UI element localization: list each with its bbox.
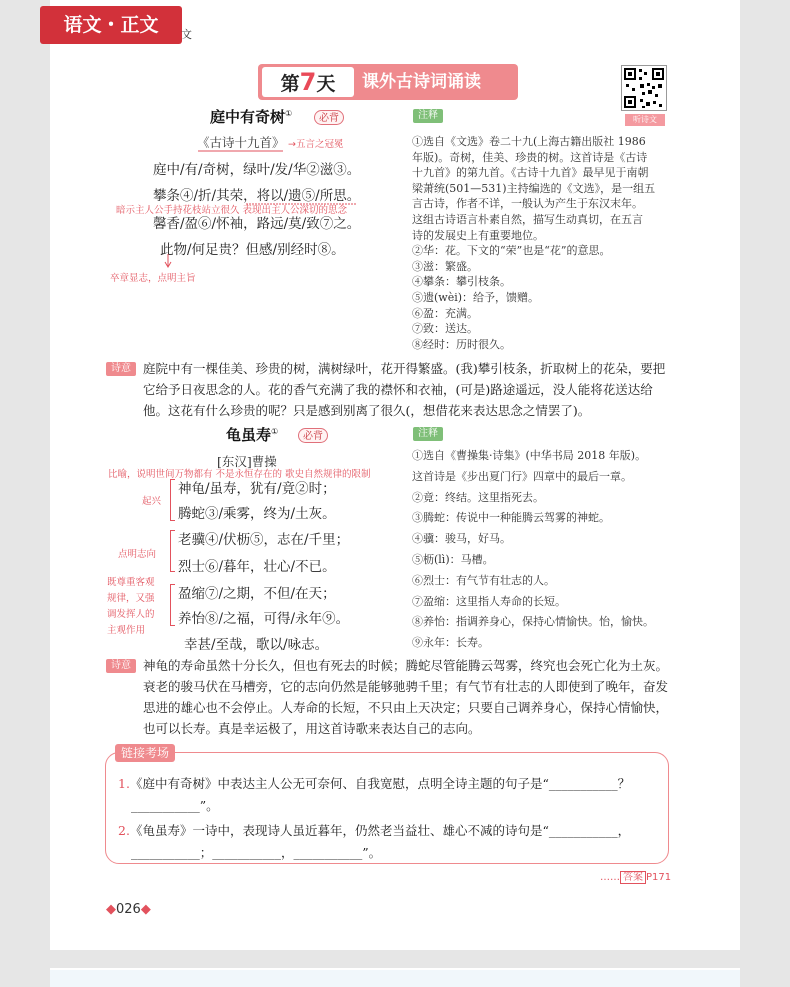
banner-topic: 课外古诗词诵读 <box>362 72 481 92</box>
poem2-line: 养怡⑧/之福，可得/永年⑨。 <box>178 611 350 627</box>
poem1-line: 此物/何足贵？但感/别经时⑧。 <box>160 242 345 258</box>
note-line: ③滋：繁盛。 <box>412 259 478 273</box>
poem1-title: 庭中有奇树① <box>210 108 293 126</box>
poem2-side-note: 起兴 <box>142 496 162 507</box>
exam-title: 链接考场 <box>115 744 175 762</box>
poem1-meaning-label: 诗意 <box>106 362 136 376</box>
poem2-side-note: 点明志向 <box>118 549 157 560</box>
poem1-line: 庭中/有/奇树，绿叶/发/华②滋③。 <box>153 162 361 178</box>
day-number: 7 <box>299 68 317 96</box>
exam-question-2-cont: ___________；___________，___________”。 <box>131 845 382 860</box>
note-line: 言古诗，作者不详，一般认为产生于东汉末年。 <box>412 197 643 211</box>
poem1-bottom-note: 卒章显志，点明主旨 <box>110 273 196 284</box>
page-number: ◆026◆ <box>106 902 151 917</box>
day-label: 第7天 <box>262 67 354 97</box>
poem1-line: 攀条④/折/其荣，将以/遗⑤/所思。 <box>153 188 361 204</box>
exam-question-1: 1.《庭中有奇树》中表达主人公无可奈何、自我宽慰，点明全诗主题的句子是“___________？ <box>118 776 631 791</box>
poem2-side-note: 既尊重客观 <box>107 577 155 588</box>
exam-question-2: 2.《龟虽寿》一诗中，表现诗人虽近暮年，仍然老当益壮、雄心不减的诗句是“___________， <box>118 823 631 838</box>
poem2-line: 烈士⑥/暮年，壮心/不已。 <box>178 559 336 575</box>
poem2-line: 幸甚/至哉，歌以/咏志。 <box>184 637 329 653</box>
note-line: 年版)。奇树，佳美、珍贵的树。这首诗是《古诗 <box>412 150 648 164</box>
note-line: 梁萧统(501—531)主持编选的《文选》，是一组五 <box>412 181 656 195</box>
note-line: ⑥烈士：有气节有壮志的人。 <box>412 573 555 587</box>
qr-label: 听诗文 <box>625 114 665 126</box>
note-line: ①选自《曹操集·诗集》(中华书局 2018 年版)。 <box>412 449 647 462</box>
note-line: ②华：花。下文的“荣”也是“花”的意思。 <box>412 244 611 258</box>
poem2-must-badge: 必背 <box>298 428 328 443</box>
poem1-notes-label: 注释 <box>413 109 443 123</box>
note-line: ⑥盈：充满。 <box>412 306 478 320</box>
note-line: ①选自《文选》卷二十九(上海古籍出版社 1986 <box>412 135 646 148</box>
poem1-meaning: 庭院中有一棵佳美、珍贵的树，满树绿叶，花开得繁盛。(我)攀引枝条，折取树上的花朵，要把它给予日夜思念的人。花的香气充满了我的襟怀和衣袖，(可是)路途遥远，没人能将花送达给他。这花有什么珍贵的呢？只是感到别离了很久(，想借花来表达思念之情罢了)。 <box>143 361 666 418</box>
section-tag-tail: 文 <box>181 28 192 41</box>
poem1-source: 《古诗十九首》 <box>197 135 285 150</box>
poem2-top-note: 比喻，说明世间万物都有 不是永恒存在的 歌史自然规律的限制 <box>108 469 371 480</box>
answer-reference[interactable]: …… 答案 P171 <box>600 872 672 883</box>
note-line: ③腾蛇：传说中一种能腾云驾雾的神蛇。 <box>412 511 610 525</box>
note-line: ⑦盈缩：这里指人寿命的长短。 <box>412 594 566 608</box>
poem1-must-badge: 必背 <box>314 110 344 125</box>
poem2-meaning: 神龟的寿命虽然十分长久，但也有死去的时候；腾蛇尽管能腾云驾雾，终究也会死亡化为土灰。衰老的骏马伏在马槽旁，它的志向仍然是能够驰骋千里；有气节有壮志的人即使到了晚年，奋发思进的雄心也不会停止。人寿命的长短，不只由上天决定；只要自己调养身心，保持心情愉快，也可以长寿。真是幸运极了，用这首诗歌来表达自己的志向。 <box>143 658 669 736</box>
poem1-source-note: →五言之冠冕 <box>288 139 344 150</box>
poem2-title: 龟虽寿① <box>226 426 279 444</box>
poem2-line: 神龟/虽寿，犹有/竟②时； <box>178 481 336 497</box>
poem1-side-note: 暗示主人公手持花枝站立很久 表现出主人公深切的思念 <box>116 205 348 216</box>
poem2-meaning-label: 诗意 <box>106 659 136 673</box>
note-line: ⑤遗(wèi)：给予，馈赠。 <box>412 291 540 304</box>
note-line: 这组古诗语言朴素自然，描写生动真切，在五言 <box>412 213 643 226</box>
poem2-side-note: 调发挥人的 <box>107 609 155 620</box>
note-line: ⑧养怡：指调养身心，保持心情愉快。怡，愉快。 <box>412 615 654 629</box>
poem2-line: 老骥④/伏枥⑤，志在/千里； <box>178 532 350 548</box>
poem2-side-note: 规律，又强 <box>107 593 155 604</box>
poem2-line: 腾蛇③/乘雾，终为/土灰。 <box>178 506 336 522</box>
note-line: ⑤枥(lì)：马槽。 <box>412 553 494 566</box>
note-line: 诗的发展史上有重要地位。 <box>412 228 544 242</box>
poem2-line: 盈缩⑦/之期，不但/在天； <box>178 586 336 602</box>
note-line: 十九首》的第九首。《古诗十九首》最早见于南朝 <box>412 166 649 180</box>
note-line: ⑨永年：长寿。 <box>412 636 489 650</box>
note-line: ④攀条：攀引枝条。 <box>412 275 511 289</box>
exam-question-1-cont: ___________”。 <box>131 798 219 813</box>
poem2-side-note: 主观作用 <box>107 625 146 636</box>
note-line: ②竟：终结。这里指死去。 <box>412 490 544 504</box>
poem2-source: [东汉]曹操 <box>217 454 277 469</box>
note-line: ④骥：骏马，好马。 <box>412 532 511 546</box>
poem1-line: 馨香/盈⑥/怀袖，路远/莫/致⑦之。 <box>153 216 361 232</box>
poem2-notes-label: 注释 <box>413 427 443 441</box>
section-tag: 语文・正文 <box>40 6 182 44</box>
note-line: 这首诗是《步出夏门行》四章中的最后一章。 <box>412 469 632 483</box>
note-line: ⑦致：送达。 <box>412 322 478 336</box>
note-line: ⑧经时：历时很久。 <box>412 337 511 351</box>
